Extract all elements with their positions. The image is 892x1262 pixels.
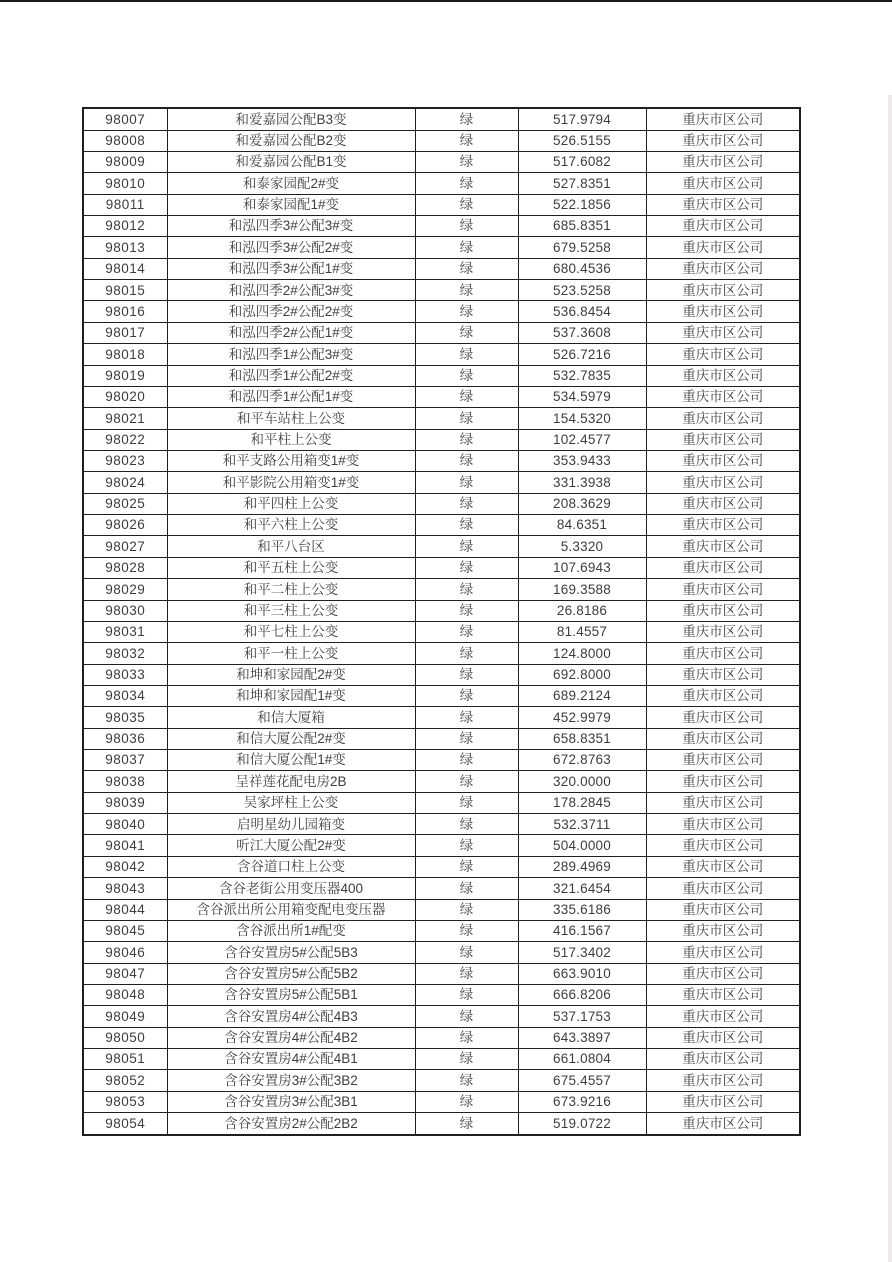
table-row <box>83 258 800 279</box>
cell-status: 绿 <box>415 1027 518 1048</box>
page-top-edge-line <box>0 0 892 2</box>
cell-company: 重庆市区公司 <box>646 878 800 899</box>
cell-status: 绿 <box>415 280 518 301</box>
cell-record-id: 98017 <box>83 322 167 343</box>
cell-record-id: 98030 <box>83 600 167 621</box>
cell-company: 重庆市区公司 <box>646 856 800 877</box>
cell-record-id: 98028 <box>83 557 167 578</box>
table-row <box>83 878 800 899</box>
cell-value: 335.6186 <box>518 899 646 920</box>
cell-status: 绿 <box>415 258 518 279</box>
cell-record-id: 98035 <box>83 707 167 728</box>
cell-company: 重庆市区公司 <box>646 429 800 450</box>
cell-record-id: 98019 <box>83 365 167 386</box>
table-row <box>83 344 800 365</box>
cell-record-id: 98018 <box>83 344 167 365</box>
cell-company: 重庆市区公司 <box>646 1091 800 1112</box>
cell-value: 416.1567 <box>518 920 646 941</box>
cell-record-id: 98013 <box>83 237 167 258</box>
cell-value: 523.5258 <box>518 280 646 301</box>
cell-transformer-name: 和坤和家园配2#变 <box>167 664 415 685</box>
cell-status: 绿 <box>415 365 518 386</box>
table-row <box>83 685 800 706</box>
cell-status: 绿 <box>415 899 518 920</box>
cell-status: 绿 <box>415 386 518 407</box>
cell-value: 679.5258 <box>518 237 646 258</box>
cell-record-id: 98029 <box>83 579 167 600</box>
table-row <box>83 1113 800 1135</box>
cell-value: 81.4557 <box>518 621 646 642</box>
table-row <box>83 1091 800 1112</box>
cell-status: 绿 <box>415 963 518 984</box>
cell-status: 绿 <box>415 878 518 899</box>
cell-value: 680.4536 <box>518 258 646 279</box>
cell-status: 绿 <box>415 515 518 536</box>
cell-transformer-name: 含谷安置房5#公配5B2 <box>167 963 415 984</box>
cell-record-id: 98033 <box>83 664 167 685</box>
table-row <box>83 856 800 877</box>
cell-transformer-name: 含谷安置房2#公配2B2 <box>167 1113 415 1135</box>
cell-record-id: 98037 <box>83 750 167 771</box>
table-row <box>83 664 800 685</box>
cell-record-id: 98046 <box>83 942 167 963</box>
cell-record-id: 98054 <box>83 1113 167 1135</box>
table-row <box>83 429 800 450</box>
cell-value: 178.2845 <box>518 792 646 813</box>
cell-record-id: 98024 <box>83 472 167 493</box>
cell-company: 重庆市区公司 <box>646 600 800 621</box>
cell-record-id: 98040 <box>83 814 167 835</box>
cell-value: 685.8351 <box>518 216 646 237</box>
cell-record-id: 98007 <box>83 108 167 130</box>
table-row <box>83 322 800 343</box>
cell-status: 绿 <box>415 1049 518 1070</box>
cell-value: 353.9433 <box>518 450 646 471</box>
table-row <box>83 1070 800 1091</box>
cell-record-id: 98043 <box>83 878 167 899</box>
table-row <box>83 472 800 493</box>
cell-transformer-name: 和爱嘉园公配B1变 <box>167 151 415 172</box>
table-row <box>83 365 800 386</box>
cell-value: 124.8000 <box>518 643 646 664</box>
cell-record-id: 98045 <box>83 920 167 941</box>
cell-record-id: 98023 <box>83 450 167 471</box>
cell-value: 519.0722 <box>518 1113 646 1135</box>
cell-status: 绿 <box>415 984 518 1005</box>
cell-record-id: 98020 <box>83 386 167 407</box>
cell-status: 绿 <box>415 942 518 963</box>
cell-transformer-name: 和泓四季2#公配2#变 <box>167 301 415 322</box>
cell-value: 643.3897 <box>518 1027 646 1048</box>
cell-company: 重庆市区公司 <box>646 557 800 578</box>
cell-record-id: 98027 <box>83 536 167 557</box>
transformer-records-table <box>82 107 801 1136</box>
cell-record-id: 98025 <box>83 493 167 514</box>
table-body <box>83 108 800 1135</box>
cell-status: 绿 <box>415 792 518 813</box>
cell-company: 重庆市区公司 <box>646 216 800 237</box>
cell-company: 重庆市区公司 <box>646 728 800 749</box>
cell-status: 绿 <box>415 579 518 600</box>
cell-company: 重庆市区公司 <box>646 280 800 301</box>
cell-record-id: 98038 <box>83 771 167 792</box>
cell-record-id: 98021 <box>83 408 167 429</box>
cell-transformer-name: 含谷安置房3#公配3B1 <box>167 1091 415 1112</box>
cell-value: 321.6454 <box>518 878 646 899</box>
cell-company: 重庆市区公司 <box>646 194 800 215</box>
cell-transformer-name: 和平二柱上公变 <box>167 579 415 600</box>
cell-record-id: 98009 <box>83 151 167 172</box>
cell-transformer-name: 和信大厦箱 <box>167 707 415 728</box>
cell-company: 重庆市区公司 <box>646 1049 800 1070</box>
cell-company: 重庆市区公司 <box>646 130 800 151</box>
cell-record-id: 98022 <box>83 429 167 450</box>
table-row <box>83 621 800 642</box>
table-row <box>83 301 800 322</box>
cell-value: 526.7216 <box>518 344 646 365</box>
cell-company: 重庆市区公司 <box>646 173 800 194</box>
cell-company: 重庆市区公司 <box>646 814 800 835</box>
cell-company: 重庆市区公司 <box>646 237 800 258</box>
cell-record-id: 98042 <box>83 856 167 877</box>
cell-record-id: 98047 <box>83 963 167 984</box>
cell-status: 绿 <box>415 408 518 429</box>
cell-value: 666.8206 <box>518 984 646 1005</box>
cell-transformer-name: 含谷安置房4#公配4B2 <box>167 1027 415 1048</box>
cell-status: 绿 <box>415 814 518 835</box>
table-row <box>83 643 800 664</box>
cell-status: 绿 <box>415 108 518 130</box>
cell-company: 重庆市区公司 <box>646 344 800 365</box>
table-row <box>83 750 800 771</box>
cell-transformer-name: 和泓四季1#公配3#变 <box>167 344 415 365</box>
cell-transformer-name: 和爱嘉园公配B3变 <box>167 108 415 130</box>
cell-transformer-name: 吴家坪柱上公变 <box>167 792 415 813</box>
cell-value: 534.5979 <box>518 386 646 407</box>
table-row <box>83 216 800 237</box>
cell-status: 绿 <box>415 771 518 792</box>
cell-transformer-name: 含谷安置房3#公配3B2 <box>167 1070 415 1091</box>
table-row <box>83 963 800 984</box>
cell-status: 绿 <box>415 856 518 877</box>
cell-value: 532.7835 <box>518 365 646 386</box>
cell-value: 154.5320 <box>518 408 646 429</box>
cell-status: 绿 <box>415 151 518 172</box>
table-row <box>83 130 800 151</box>
cell-transformer-name: 含谷道口柱上公变 <box>167 856 415 877</box>
cell-status: 绿 <box>415 237 518 258</box>
cell-transformer-name: 呈祥莲花配电房2B <box>167 771 415 792</box>
cell-status: 绿 <box>415 750 518 771</box>
cell-transformer-name: 和平四柱上公变 <box>167 493 415 514</box>
cell-status: 绿 <box>415 194 518 215</box>
cell-record-id: 98050 <box>83 1027 167 1048</box>
cell-status: 绿 <box>415 450 518 471</box>
cell-transformer-name: 含谷安置房5#公配5B3 <box>167 942 415 963</box>
table-row <box>83 173 800 194</box>
cell-company: 重庆市区公司 <box>646 984 800 1005</box>
cell-company: 重庆市区公司 <box>646 151 800 172</box>
table-row <box>83 899 800 920</box>
cell-status: 绿 <box>415 1070 518 1091</box>
cell-value: 658.8351 <box>518 728 646 749</box>
cell-status: 绿 <box>415 1091 518 1112</box>
cell-value: 504.0000 <box>518 835 646 856</box>
cell-company: 重庆市区公司 <box>646 322 800 343</box>
cell-record-id: 98041 <box>83 835 167 856</box>
table-row <box>83 515 800 536</box>
cell-value: 517.6082 <box>518 151 646 172</box>
cell-company: 重庆市区公司 <box>646 920 800 941</box>
cell-transformer-name: 含谷派出所公用箱变配电变压器 <box>167 899 415 920</box>
cell-status: 绿 <box>415 621 518 642</box>
table-row <box>83 408 800 429</box>
cell-record-id: 98053 <box>83 1091 167 1112</box>
cell-transformer-name: 和坤和家园配1#变 <box>167 685 415 706</box>
cell-value: 102.4577 <box>518 429 646 450</box>
cell-status: 绿 <box>415 344 518 365</box>
table-row <box>83 557 800 578</box>
cell-transformer-name: 和泓四季1#公配1#变 <box>167 386 415 407</box>
cell-company: 重庆市区公司 <box>646 771 800 792</box>
cell-company: 重庆市区公司 <box>646 750 800 771</box>
cell-status: 绿 <box>415 835 518 856</box>
table-row <box>83 386 800 407</box>
cell-company: 重庆市区公司 <box>646 621 800 642</box>
table-row <box>83 1049 800 1070</box>
cell-transformer-name: 和平三柱上公变 <box>167 600 415 621</box>
cell-status: 绿 <box>415 643 518 664</box>
cell-value: 675.4557 <box>518 1070 646 1091</box>
cell-record-id: 98015 <box>83 280 167 301</box>
cell-transformer-name: 含谷安置房4#公配4B3 <box>167 1006 415 1027</box>
cell-status: 绿 <box>415 536 518 557</box>
table-row <box>83 942 800 963</box>
cell-status: 绿 <box>415 920 518 941</box>
cell-company: 重庆市区公司 <box>646 1113 800 1135</box>
table-row <box>83 493 800 514</box>
cell-value: 331.3938 <box>518 472 646 493</box>
cell-company: 重庆市区公司 <box>646 1070 800 1091</box>
cell-record-id: 98026 <box>83 515 167 536</box>
cell-status: 绿 <box>415 1006 518 1027</box>
cell-value: 692.8000 <box>518 664 646 685</box>
cell-transformer-name: 和泓四季2#公配1#变 <box>167 322 415 343</box>
cell-value: 536.8454 <box>518 301 646 322</box>
cell-value: 289.4969 <box>518 856 646 877</box>
cell-value: 526.5155 <box>518 130 646 151</box>
cell-record-id: 98012 <box>83 216 167 237</box>
table-row <box>83 108 800 130</box>
cell-status: 绿 <box>415 493 518 514</box>
table-row <box>83 1006 800 1027</box>
cell-company: 重庆市区公司 <box>646 664 800 685</box>
cell-record-id: 98051 <box>83 1049 167 1070</box>
cell-transformer-name: 和平五柱上公变 <box>167 557 415 578</box>
cell-company: 重庆市区公司 <box>646 408 800 429</box>
cell-value: 537.3608 <box>518 322 646 343</box>
cell-record-id: 98014 <box>83 258 167 279</box>
cell-transformer-name: 和泓四季2#公配3#变 <box>167 280 415 301</box>
table-row <box>83 151 800 172</box>
cell-record-id: 98044 <box>83 899 167 920</box>
cell-transformer-name: 和泓四季3#公配2#变 <box>167 237 415 258</box>
cell-transformer-name: 和平车站柱上公变 <box>167 408 415 429</box>
cell-company: 重庆市区公司 <box>646 258 800 279</box>
table-row <box>83 771 800 792</box>
cell-status: 绿 <box>415 557 518 578</box>
cell-transformer-name: 和泰家园配1#变 <box>167 194 415 215</box>
table-row <box>83 707 800 728</box>
cell-value: 452.9979 <box>518 707 646 728</box>
cell-value: 84.6351 <box>518 515 646 536</box>
cell-record-id: 98048 <box>83 984 167 1005</box>
cell-status: 绿 <box>415 130 518 151</box>
cell-company: 重庆市区公司 <box>646 515 800 536</box>
table-row <box>83 835 800 856</box>
cell-transformer-name: 和平七柱上公变 <box>167 621 415 642</box>
cell-value: 522.1856 <box>518 194 646 215</box>
cell-status: 绿 <box>415 600 518 621</box>
cell-company: 重庆市区公司 <box>646 386 800 407</box>
cell-transformer-name: 和平八台区 <box>167 536 415 557</box>
cell-transformer-name: 和泓四季3#公配3#变 <box>167 216 415 237</box>
table-row <box>83 984 800 1005</box>
cell-value: 663.9010 <box>518 963 646 984</box>
cell-company: 重庆市区公司 <box>646 579 800 600</box>
cell-value: 537.1753 <box>518 1006 646 1027</box>
cell-record-id: 98031 <box>83 621 167 642</box>
cell-value: 208.3629 <box>518 493 646 514</box>
cell-value: 527.8351 <box>518 173 646 194</box>
cell-company: 重庆市区公司 <box>646 472 800 493</box>
cell-value: 320.0000 <box>518 771 646 792</box>
cell-value: 661.0804 <box>518 1049 646 1070</box>
table-row <box>83 920 800 941</box>
cell-transformer-name: 含谷安置房5#公配5B1 <box>167 984 415 1005</box>
cell-company: 重庆市区公司 <box>646 493 800 514</box>
cell-status: 绿 <box>415 1113 518 1135</box>
cell-value: 517.3402 <box>518 942 646 963</box>
cell-status: 绿 <box>415 173 518 194</box>
page-right-edge-strip <box>888 95 892 1262</box>
cell-company: 重庆市区公司 <box>646 707 800 728</box>
cell-company: 重庆市区公司 <box>646 1027 800 1048</box>
cell-status: 绿 <box>415 707 518 728</box>
cell-record-id: 98032 <box>83 643 167 664</box>
cell-record-id: 98010 <box>83 173 167 194</box>
cell-value: 169.3588 <box>518 579 646 600</box>
cell-record-id: 98016 <box>83 301 167 322</box>
cell-company: 重庆市区公司 <box>646 942 800 963</box>
cell-status: 绿 <box>415 685 518 706</box>
cell-transformer-name: 和平柱上公变 <box>167 429 415 450</box>
table-row <box>83 194 800 215</box>
cell-company: 重庆市区公司 <box>646 450 800 471</box>
cell-transformer-name: 含谷安置房4#公配4B1 <box>167 1049 415 1070</box>
cell-value: 532.3711 <box>518 814 646 835</box>
cell-company: 重庆市区公司 <box>646 685 800 706</box>
cell-status: 绿 <box>415 664 518 685</box>
table-row <box>83 237 800 258</box>
cell-company: 重庆市区公司 <box>646 301 800 322</box>
cell-company: 重庆市区公司 <box>646 963 800 984</box>
table-row <box>83 814 800 835</box>
cell-company: 重庆市区公司 <box>646 365 800 386</box>
cell-value: 107.6943 <box>518 557 646 578</box>
cell-transformer-name: 和平一柱上公变 <box>167 643 415 664</box>
cell-transformer-name: 启明星幼儿园箱变 <box>167 814 415 835</box>
cell-company: 重庆市区公司 <box>646 835 800 856</box>
cell-transformer-name: 和平影院公用箱变1#变 <box>167 472 415 493</box>
cell-transformer-name: 含谷派出所1#配变 <box>167 920 415 941</box>
cell-company: 重庆市区公司 <box>646 1006 800 1027</box>
cell-transformer-name: 和信大厦公配1#变 <box>167 750 415 771</box>
cell-company: 重庆市区公司 <box>646 899 800 920</box>
cell-company: 重庆市区公司 <box>646 792 800 813</box>
table-row <box>83 450 800 471</box>
cell-status: 绿 <box>415 301 518 322</box>
cell-transformer-name: 听江大厦公配2#变 <box>167 835 415 856</box>
cell-status: 绿 <box>415 216 518 237</box>
cell-record-id: 98039 <box>83 792 167 813</box>
cell-status: 绿 <box>415 322 518 343</box>
table-row <box>83 579 800 600</box>
cell-transformer-name: 和泓四季3#公配1#变 <box>167 258 415 279</box>
cell-transformer-name: 和爱嘉园公配B2变 <box>167 130 415 151</box>
table-row <box>83 536 800 557</box>
cell-record-id: 98008 <box>83 130 167 151</box>
cell-record-id: 98049 <box>83 1006 167 1027</box>
table-row <box>83 1027 800 1048</box>
cell-status: 绿 <box>415 472 518 493</box>
cell-value: 673.9216 <box>518 1091 646 1112</box>
cell-transformer-name: 和泰家园配2#变 <box>167 173 415 194</box>
cell-company: 重庆市区公司 <box>646 108 800 130</box>
cell-record-id: 98011 <box>83 194 167 215</box>
table-row <box>83 600 800 621</box>
cell-transformer-name: 和平支路公用箱变1#变 <box>167 450 415 471</box>
cell-record-id: 98036 <box>83 728 167 749</box>
cell-status: 绿 <box>415 728 518 749</box>
table-row <box>83 280 800 301</box>
cell-transformer-name: 和泓四季1#公配2#变 <box>167 365 415 386</box>
cell-company: 重庆市区公司 <box>646 536 800 557</box>
cell-status: 绿 <box>415 429 518 450</box>
cell-value: 26.8186 <box>518 600 646 621</box>
cell-transformer-name: 和平六柱上公变 <box>167 515 415 536</box>
cell-record-id: 98052 <box>83 1070 167 1091</box>
cell-transformer-name: 和信大厦公配2#变 <box>167 728 415 749</box>
cell-value: 689.2124 <box>518 685 646 706</box>
table-row <box>83 728 800 749</box>
table-row <box>83 792 800 813</box>
cell-value: 5.3320 <box>518 536 646 557</box>
cell-transformer-name: 含谷老街公用变压器400 <box>167 878 415 899</box>
cell-value: 517.9794 <box>518 108 646 130</box>
cell-company: 重庆市区公司 <box>646 643 800 664</box>
cell-record-id: 98034 <box>83 685 167 706</box>
cell-value: 672.8763 <box>518 750 646 771</box>
